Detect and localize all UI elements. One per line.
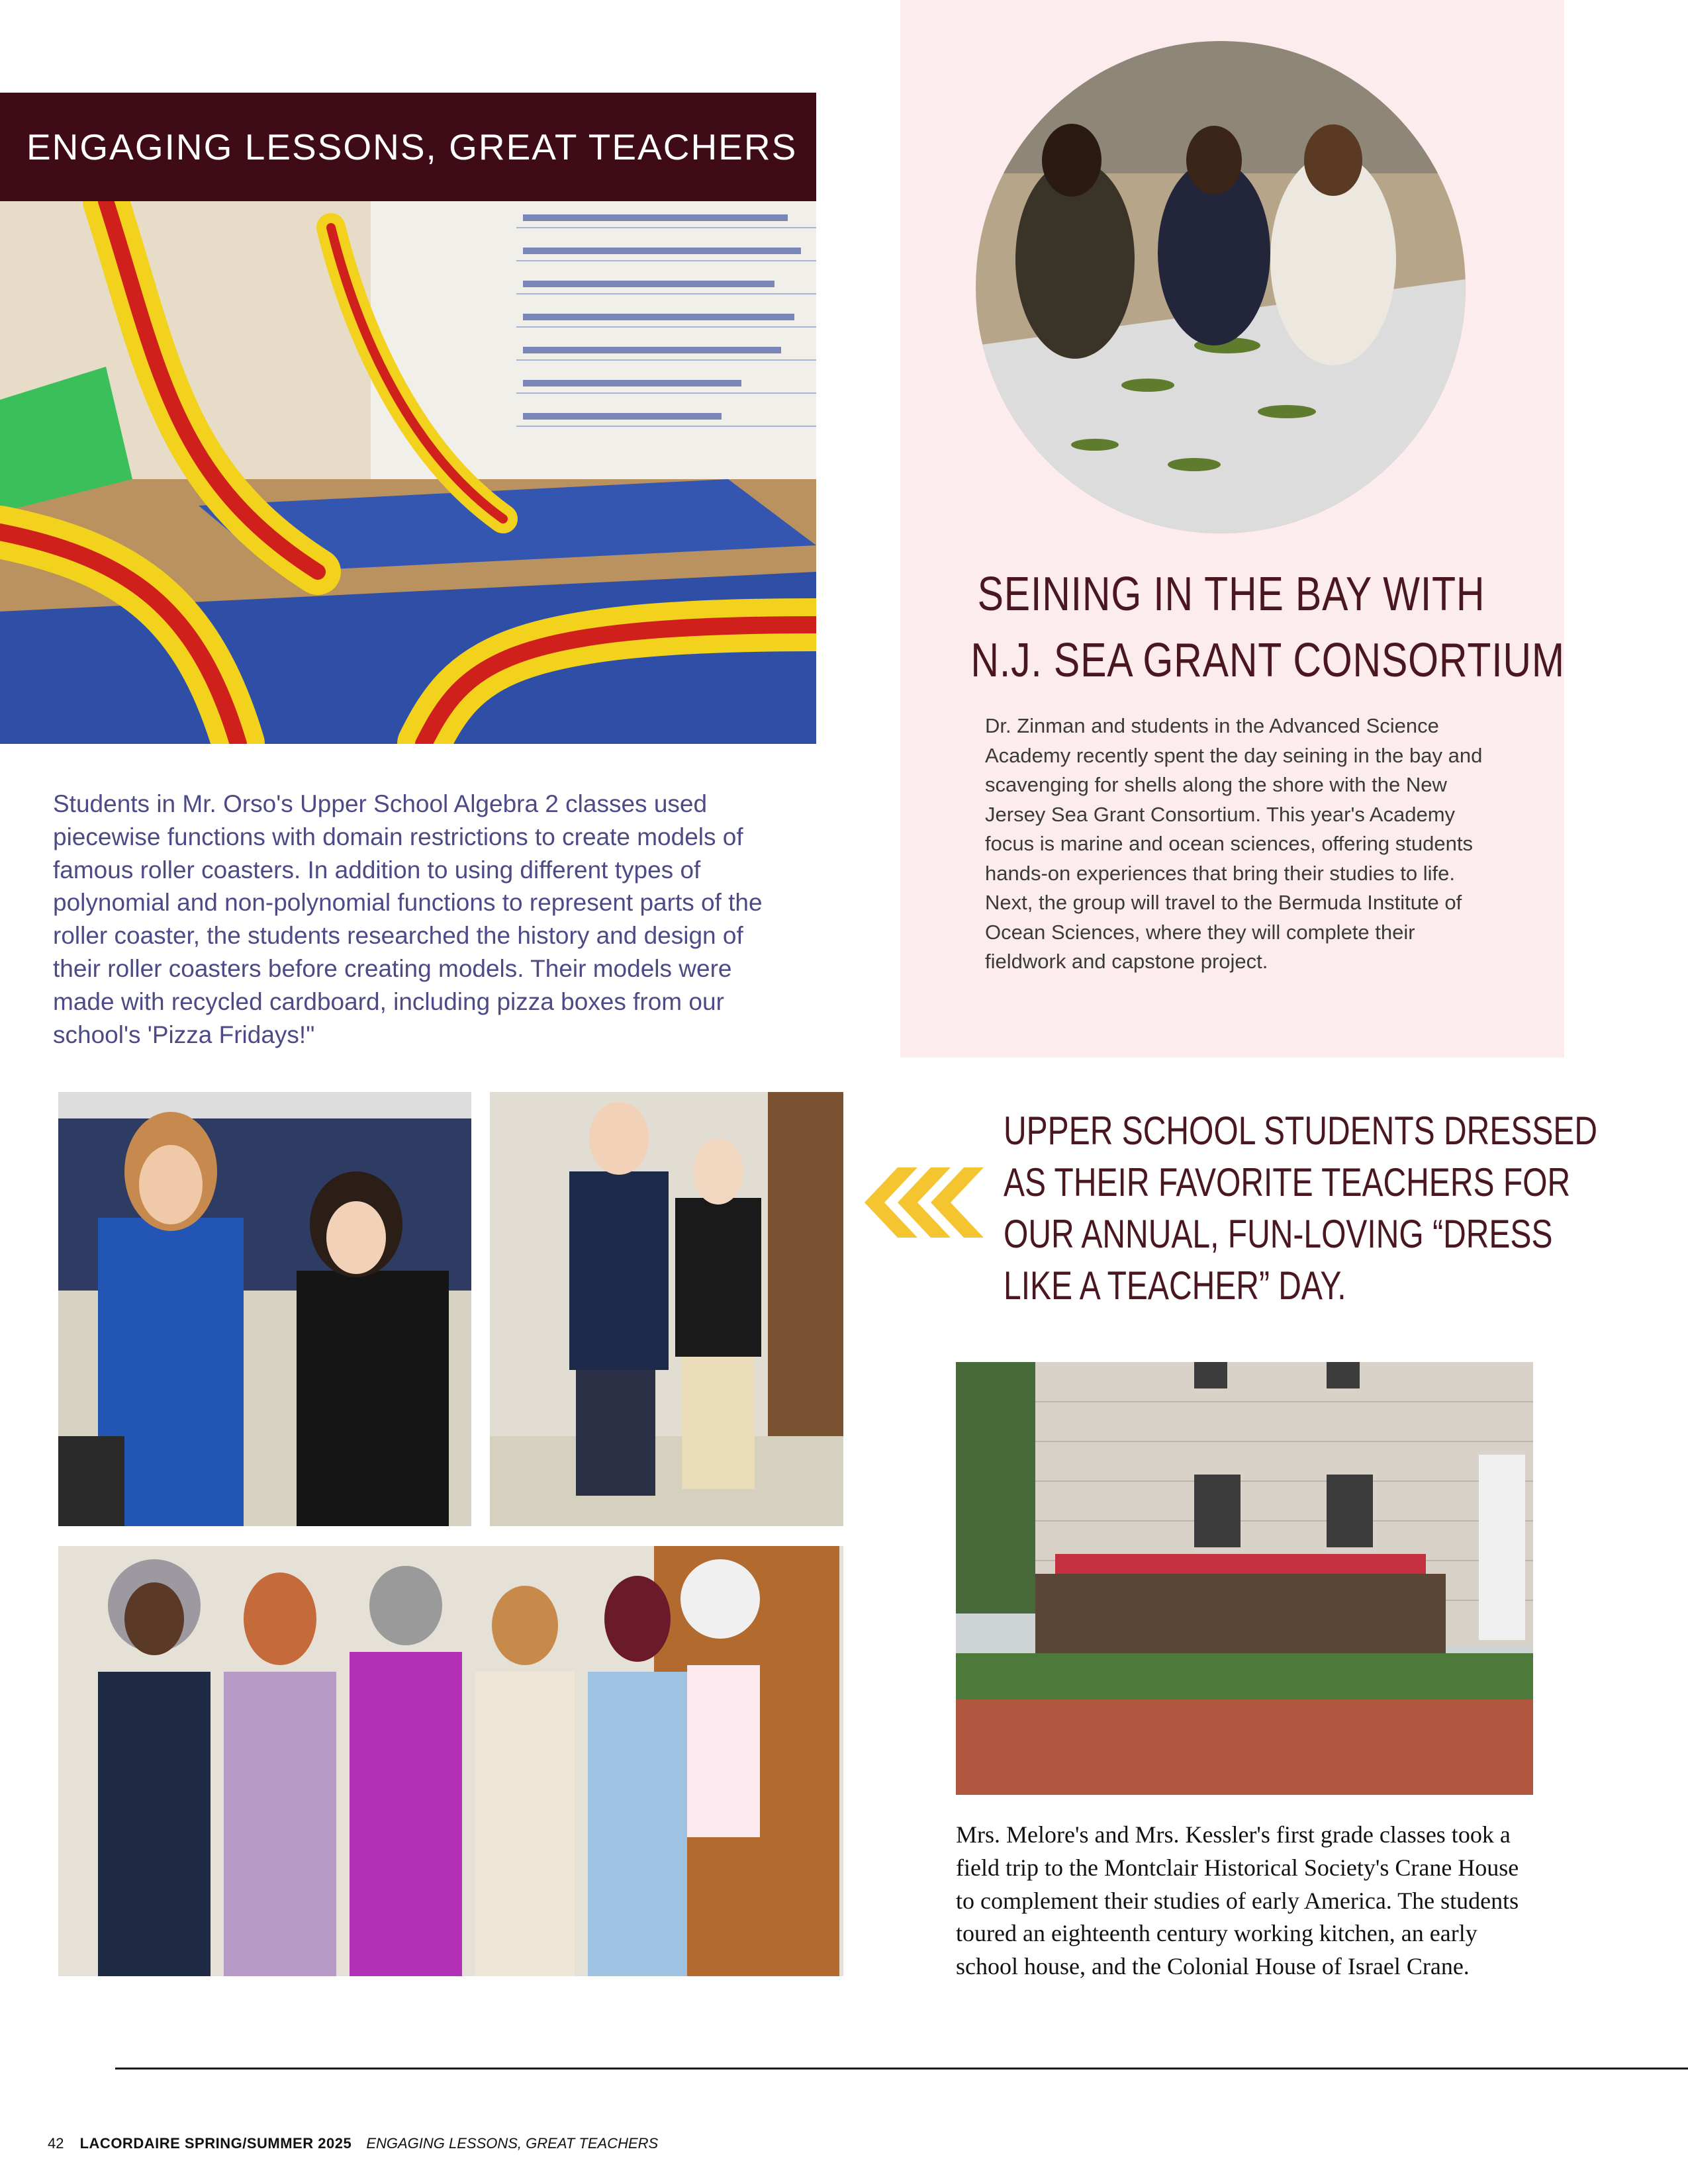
algebra-caption: Students in Mr. Orso's Upper School Algebra 2 classes used piecewise functions with domain restrictions to create models of famous roller coasters. In addition to using different types of polynomial and non-polynomial functions to represent parts of the roller coaster, the students researched the history and design of their roller coasters before creating models. Their models were made with recycled cardboard, including pizza boxes from our school's 'Pizza Fridays!" <box>53 790 763 1048</box>
magazine-title: LACORDAIRE SPRING/SUMMER 2025 <box>79 2135 352 2152</box>
crane-house-caption: Mrs. Melore's and Mrs. Kessler's first grade classes took a field trip to the Montclair Historical Society's Crane House to complement their studies of early America. The students toured an eighteenth century working kitchen, an early school house, and the Colonial House of Israel Crane. <box>956 1821 1519 1980</box>
seining-body: Dr. Zinman and students in the Advanced Science Academy recently spent the day seining in the bay and scavenging for shells along the shore with the New Jersey Sea Grant Consortium. This year's Academy focus is marine and ocean sciences, offering students hands-on experiences that bring their studies to life. Next, the group will travel to the Bermuda Institute of Ocean Sciences, where they will complete their fieldwork and capstone project. <box>985 714 1483 973</box>
footer-divider <box>115 2068 1688 2070</box>
seining-title-line-1: SEINING IN THE BAY WITH <box>977 568 1485 621</box>
section-banner <box>0 93 816 201</box>
footer-section-name: ENGAGING LESSONS, GREAT TEACHERS <box>366 2135 659 2152</box>
dress-heading-line-2: AS THEIR FAVORITE TEACHERS FOR <box>1004 1160 1571 1205</box>
seining-title-line-2: N.J. SEA GRANT CONSORTIUM <box>970 634 1565 687</box>
roller-coaster-photo <box>0 201 816 744</box>
dress-like-teacher-heading <box>1004 1105 1598 1312</box>
dress-heading-line-1: UPPER SCHOOL STUDENTS DRESSED <box>1004 1109 1598 1153</box>
chevrons-left-icon <box>865 1167 984 1238</box>
dress-photo-teacher-student <box>490 1092 843 1526</box>
dress-photo-students-tattoos <box>58 1092 471 1526</box>
seining-photo <box>976 41 1466 533</box>
dress-heading-line-3: OUR ANNUAL, FUN-LOVING “DRESS <box>1004 1212 1553 1256</box>
dress-heading-line-4: LIKE A TEACHER” DAY. <box>1004 1263 1346 1308</box>
page-footer <box>48 2135 658 2152</box>
crane-house-photo <box>956 1362 1533 1795</box>
page-number: 42 <box>48 2135 64 2152</box>
section-title: ENGAGING LESSONS, GREAT TEACHERS <box>26 126 798 167</box>
dress-photo-group <box>58 1546 843 1976</box>
seining-title <box>914 561 1565 694</box>
